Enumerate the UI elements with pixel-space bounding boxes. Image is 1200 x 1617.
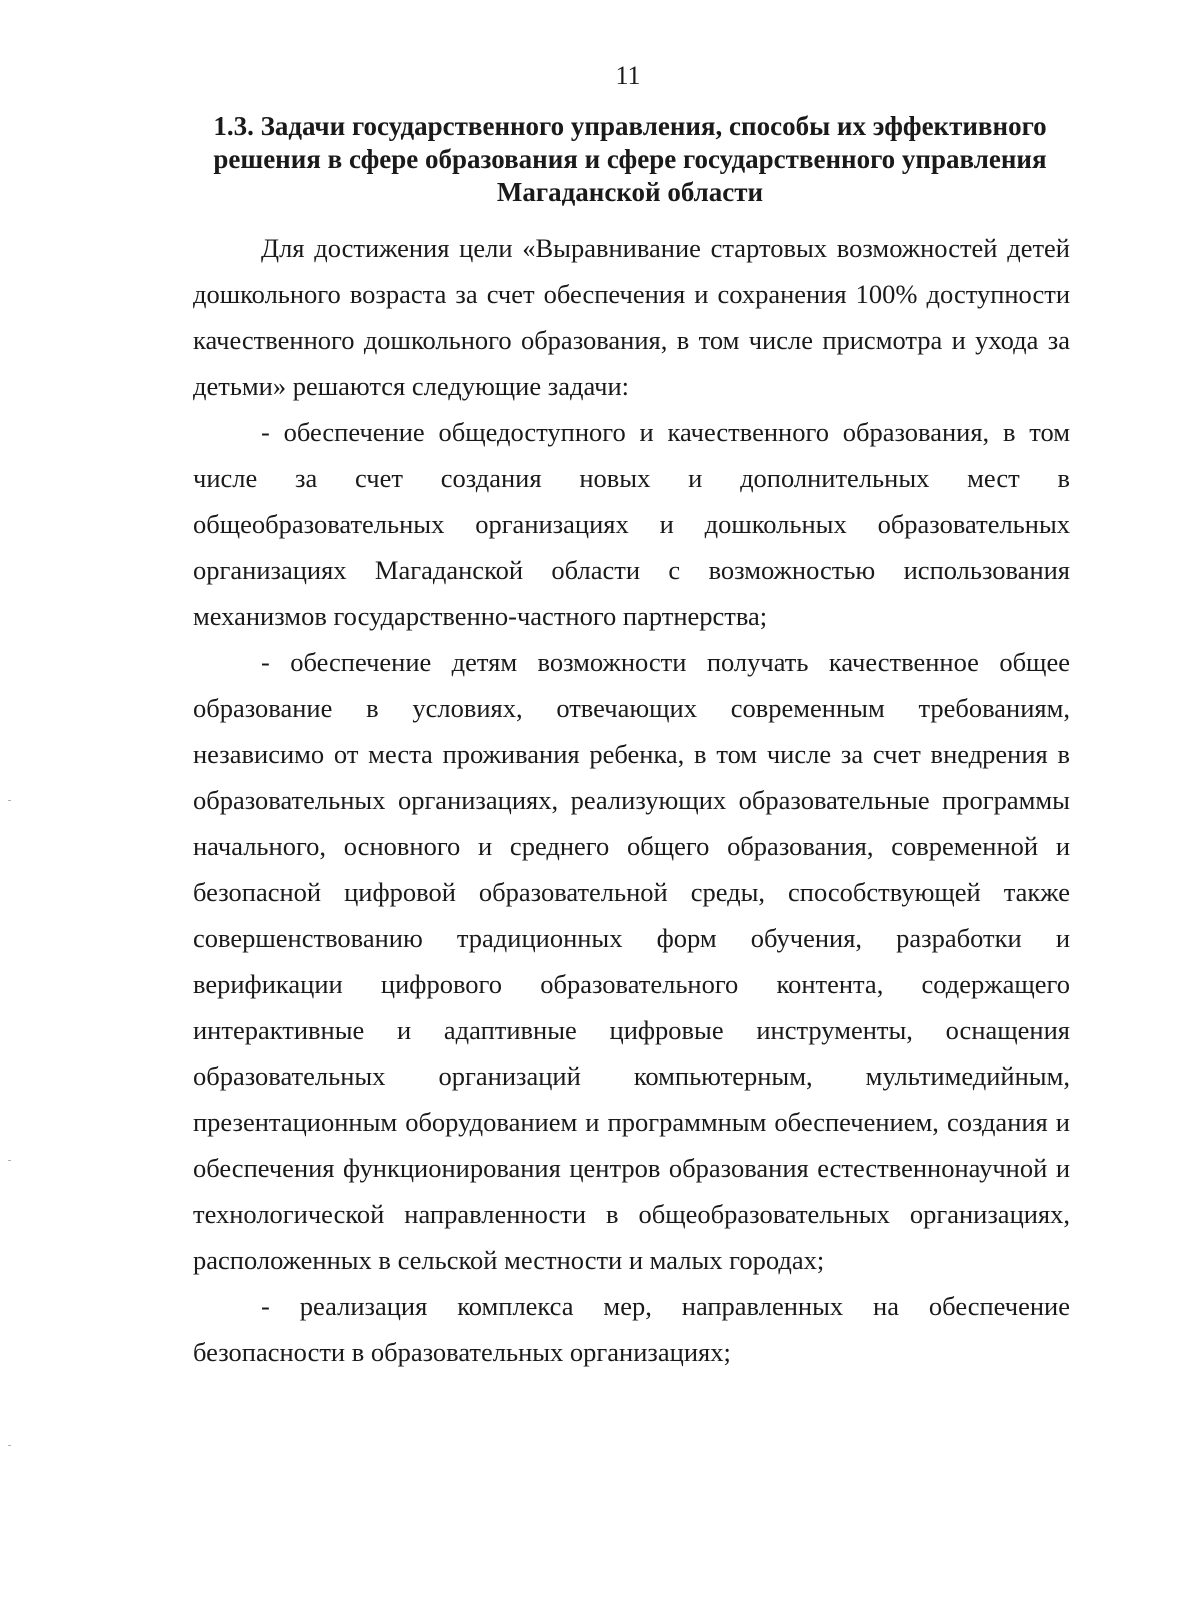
heading-line: 1.3. Задачи государственного управления, способы их эффективного	[213, 111, 1047, 141]
scan-speck	[8, 1445, 11, 1446]
heading-line: Магаданской области	[496, 177, 764, 207]
task-item: - реализация комплекса мер, направленных на обеспечение безопасности в образовательных организациях;	[193, 1291, 1070, 1367]
scan-speck	[8, 1160, 11, 1161]
task-item: - обеспечение общедоступного и качественного образования, в том числе за счет создания новых и дополнительных мест в общеобразовательных организациях и дошкольных образовательных организациях Магаданской области с возможностью использования механизмов государственно-частного партнерства;	[193, 417, 1070, 631]
page-number: 11	[615, 61, 641, 90]
heading-line: решения в сфере образования и сфере государственного управления	[213, 144, 1047, 174]
task-item: - обеспечение детям возможности получать качественное общее образование в условиях, отвечающих современным требованиям, независимо от места проживания ребенка, в том числе за счет внедрения в образовательных организациях, реализующих образовательные программы начального, основного и среднего общего образования, современной и безопасной цифровой образовательной среды, способствующей также совершенствованию традиционных форм обучения, разработки и верификации цифрового образовательного контента, содержащего интерактивные и адаптивные цифровые инструменты, оснащения образовательных организаций компьютерным, мультимедийным, презентационным оборудованием и программным обеспечением, создания и обеспечения функционирования центров образования естественнонаучной и технологической направленности в общеобразовательных организациях, расположенных в сельской местности и малых городах;	[193, 647, 1070, 1275]
document-body	[193, 225, 1070, 1375]
paragraph-goal: Для достижения цели «Выравнивание стартовых возможностей детей дошкольного возраста за счет обеспечения и сохранения 100% доступности качественного дошкольного образования, в том числе присмотра и ухода за детьми» решаются следующие задачи:	[193, 233, 1070, 401]
scan-speck	[8, 800, 11, 801]
section-heading	[190, 110, 1070, 209]
